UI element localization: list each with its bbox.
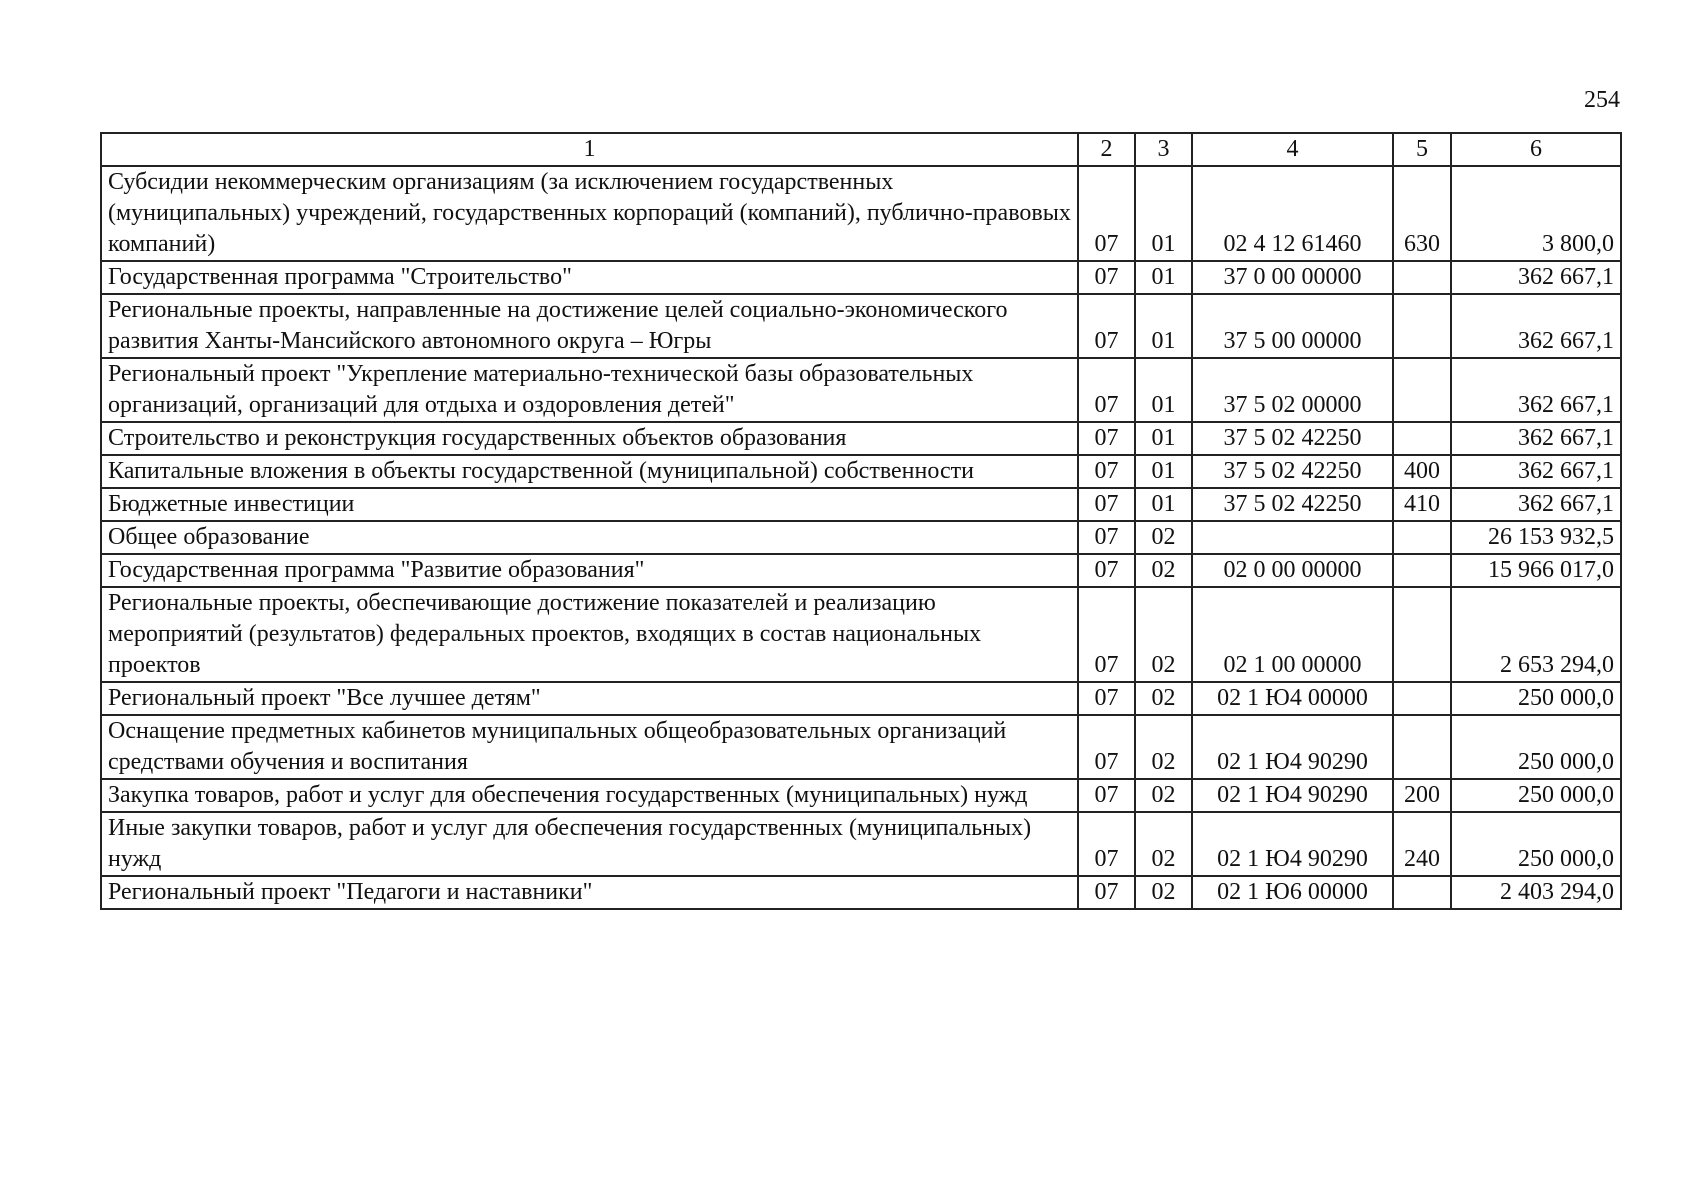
row-amount-cell: 362 667,1 <box>1451 422 1621 455</box>
row-expense-type-cell <box>1393 715 1451 779</box>
row-amount-cell: 26 153 932,5 <box>1451 521 1621 554</box>
row-section-cell: 07 <box>1078 455 1135 488</box>
row-amount-cell: 362 667,1 <box>1451 455 1621 488</box>
row-target-code-cell: 37 0 00 00000 <box>1192 261 1393 294</box>
row-target-code-cell: 37 5 02 42250 <box>1192 488 1393 521</box>
row-amount-cell: 250 000,0 <box>1451 682 1621 715</box>
row-target-code-cell: 02 1 Ю4 90290 <box>1192 715 1393 779</box>
row-section-cell: 07 <box>1078 261 1135 294</box>
row-section-cell: 07 <box>1078 358 1135 422</box>
row-section-cell: 07 <box>1078 779 1135 812</box>
row-name-cell: Государственная программа "Развитие образования" <box>101 554 1078 587</box>
row-subsection-cell: 01 <box>1135 422 1192 455</box>
table-row <box>101 358 1621 422</box>
table-row <box>101 779 1621 812</box>
row-amount-cell: 362 667,1 <box>1451 358 1621 422</box>
row-section-cell: 07 <box>1078 587 1135 682</box>
row-name-cell: Региональный проект "Укрепление материально-технической базы образовательных организаций, организаций для отдыха и оздоровления детей" <box>101 358 1078 422</box>
row-section-cell: 07 <box>1078 715 1135 779</box>
row-target-code-cell: 02 1 00 00000 <box>1192 587 1393 682</box>
row-subsection-cell: 01 <box>1135 261 1192 294</box>
row-expense-type-cell: 200 <box>1393 779 1451 812</box>
row-section-cell: 07 <box>1078 422 1135 455</box>
table-row <box>101 715 1621 779</box>
header-cell-section: 2 <box>1078 133 1135 166</box>
row-expense-type-cell <box>1393 682 1451 715</box>
row-subsection-cell: 01 <box>1135 166 1192 261</box>
row-amount-cell: 2 653 294,0 <box>1451 587 1621 682</box>
row-subsection-cell: 02 <box>1135 587 1192 682</box>
page-number: 254 <box>1584 87 1620 113</box>
table-row <box>101 488 1621 521</box>
row-name-cell: Бюджетные инвестиции <box>101 488 1078 521</box>
row-target-code-cell: 37 5 02 42250 <box>1192 455 1393 488</box>
row-name-cell: Закупка товаров, работ и услуг для обеспечения государственных (муниципальных) нужд <box>101 779 1078 812</box>
header-cell-name: 1 <box>101 133 1078 166</box>
row-subsection-cell: 02 <box>1135 812 1192 876</box>
row-subsection-cell: 02 <box>1135 554 1192 587</box>
row-name-cell: Оснащение предметных кабинетов муниципальных общеобразовательных организаций средствами обучения и воспитания <box>101 715 1078 779</box>
row-expense-type-cell <box>1393 876 1451 909</box>
row-name-cell: Региональные проекты, обеспечивающие достижение показателей и реализацию мероприятий (результатов) федеральных проектов, входящих в состав национальных проектов <box>101 587 1078 682</box>
row-expense-type-cell <box>1393 294 1451 358</box>
row-amount-cell: 250 000,0 <box>1451 715 1621 779</box>
table-row <box>101 261 1621 294</box>
row-amount-cell: 3 800,0 <box>1451 166 1621 261</box>
header-cell-amount: 6 <box>1451 133 1621 166</box>
row-target-code-cell: 02 4 12 61460 <box>1192 166 1393 261</box>
row-section-cell: 07 <box>1078 294 1135 358</box>
header-cell-subsection: 3 <box>1135 133 1192 166</box>
table-row <box>101 422 1621 455</box>
budget-table <box>100 132 1622 910</box>
row-expense-type-cell <box>1393 521 1451 554</box>
table-row <box>101 876 1621 909</box>
row-target-code-cell: 02 1 Ю4 90290 <box>1192 812 1393 876</box>
row-name-cell: Капитальные вложения в объекты государственной (муниципальной) собственности <box>101 455 1078 488</box>
row-subsection-cell: 02 <box>1135 779 1192 812</box>
row-amount-cell: 15 966 017,0 <box>1451 554 1621 587</box>
row-amount-cell: 362 667,1 <box>1451 488 1621 521</box>
row-name-cell: Субсидии некоммерческим организациям (за исключением государственных (муниципальных) учреждений, государственных корпораций (компаний), публично-правовых компаний) <box>101 166 1078 261</box>
row-name-cell: Региональный проект "Все лучшее детям" <box>101 682 1078 715</box>
row-expense-type-cell <box>1393 422 1451 455</box>
row-section-cell: 07 <box>1078 812 1135 876</box>
row-amount-cell: 250 000,0 <box>1451 779 1621 812</box>
row-expense-type-cell <box>1393 261 1451 294</box>
row-target-code-cell: 37 5 00 00000 <box>1192 294 1393 358</box>
table-row <box>101 294 1621 358</box>
row-expense-type-cell: 400 <box>1393 455 1451 488</box>
row-expense-type-cell <box>1393 587 1451 682</box>
row-amount-cell: 2 403 294,0 <box>1451 876 1621 909</box>
row-section-cell: 07 <box>1078 876 1135 909</box>
row-target-code-cell: 37 5 02 00000 <box>1192 358 1393 422</box>
row-target-code-cell: 02 1 Ю4 90290 <box>1192 779 1393 812</box>
header-row <box>101 133 1621 166</box>
row-amount-cell: 362 667,1 <box>1451 261 1621 294</box>
row-subsection-cell: 02 <box>1135 682 1192 715</box>
row-name-cell: Иные закупки товаров, работ и услуг для обеспечения государственных (муниципальных) нужд <box>101 812 1078 876</box>
row-subsection-cell: 01 <box>1135 488 1192 521</box>
row-subsection-cell: 01 <box>1135 455 1192 488</box>
table-row <box>101 455 1621 488</box>
row-name-cell: Региональные проекты, направленные на достижение целей социально-экономического развития Ханты-Мансийского автономного округа – Югры <box>101 294 1078 358</box>
row-expense-type-cell <box>1393 358 1451 422</box>
row-subsection-cell: 01 <box>1135 358 1192 422</box>
row-section-cell: 07 <box>1078 521 1135 554</box>
row-expense-type-cell <box>1393 554 1451 587</box>
table-header <box>101 133 1621 166</box>
row-section-cell: 07 <box>1078 166 1135 261</box>
row-subsection-cell: 02 <box>1135 521 1192 554</box>
row-subsection-cell: 02 <box>1135 715 1192 779</box>
header-cell-expense-type: 5 <box>1393 133 1451 166</box>
row-target-code-cell: 02 1 Ю6 00000 <box>1192 876 1393 909</box>
row-section-cell: 07 <box>1078 554 1135 587</box>
row-expense-type-cell: 630 <box>1393 166 1451 261</box>
row-name-cell: Региональный проект "Педагоги и наставники" <box>101 876 1078 909</box>
row-subsection-cell: 02 <box>1135 876 1192 909</box>
row-name-cell: Государственная программа "Строительство" <box>101 261 1078 294</box>
row-expense-type-cell: 410 <box>1393 488 1451 521</box>
row-target-code-cell: 02 1 Ю4 00000 <box>1192 682 1393 715</box>
table-row <box>101 682 1621 715</box>
table-body <box>101 166 1621 909</box>
row-target-code-cell <box>1192 521 1393 554</box>
row-amount-cell: 250 000,0 <box>1451 812 1621 876</box>
table-row <box>101 166 1621 261</box>
row-expense-type-cell: 240 <box>1393 812 1451 876</box>
row-target-code-cell: 02 0 00 00000 <box>1192 554 1393 587</box>
row-name-cell: Общее образование <box>101 521 1078 554</box>
table-row <box>101 554 1621 587</box>
row-amount-cell: 362 667,1 <box>1451 294 1621 358</box>
table-row <box>101 587 1621 682</box>
header-cell-target-code: 4 <box>1192 133 1393 166</box>
row-name-cell: Строительство и реконструкция государственных объектов образования <box>101 422 1078 455</box>
row-target-code-cell: 37 5 02 42250 <box>1192 422 1393 455</box>
row-subsection-cell: 01 <box>1135 294 1192 358</box>
row-section-cell: 07 <box>1078 682 1135 715</box>
table-row <box>101 521 1621 554</box>
table-row <box>101 812 1621 876</box>
row-section-cell: 07 <box>1078 488 1135 521</box>
